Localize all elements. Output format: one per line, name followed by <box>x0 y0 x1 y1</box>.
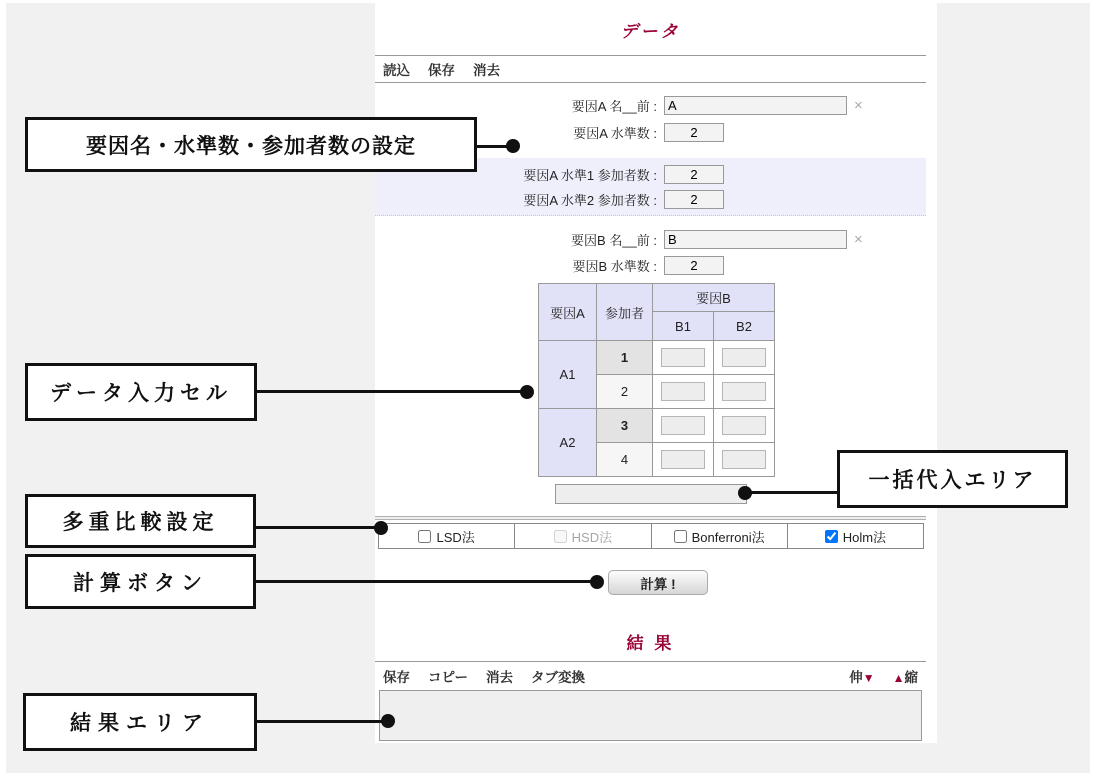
factor-b-name-row <box>375 229 863 249</box>
method-checkbox-3[interactable] <box>825 530 838 543</box>
method-checkbox-0[interactable] <box>418 530 431 543</box>
annotation-calc-button: 計算ボタン <box>25 554 256 609</box>
factor-a-name-input[interactable] <box>664 96 847 115</box>
result-menu-shrink[interactable] <box>893 666 918 686</box>
factor-a-clear-icon[interactable]: × <box>854 96 863 114</box>
factor-a-level2-participants-label: 要因A 水準2 参加者数 : <box>523 192 657 208</box>
factor-a-level2-participants-row <box>375 189 724 209</box>
table-cell <box>714 341 775 375</box>
comparison-method-row <box>378 523 924 549</box>
data-menubar <box>375 55 926 83</box>
factor-b-clear-icon[interactable]: × <box>854 230 863 248</box>
annotation-settings-dot <box>506 139 520 153</box>
annotation-data-cells-dot <box>520 385 534 399</box>
factor-a-level1-participants-label: 要因A 水準1 参加者数 : <box>523 167 657 183</box>
participant-number: 4 <box>597 443 653 477</box>
annotation-data-cells-line <box>255 390 529 393</box>
annotation-data-cells: データ入力セル <box>25 363 257 421</box>
data-cell-input[interactable] <box>722 416 766 435</box>
table-cell <box>653 341 714 375</box>
data-cell-input[interactable] <box>661 348 705 367</box>
result-menu-expand[interactable] <box>849 666 874 686</box>
table-header-b1: B1 <box>653 312 714 341</box>
table-header-factor-a: 要因A <box>539 284 597 341</box>
table-cell <box>653 375 714 409</box>
method-checkbox-1[interactable] <box>554 530 567 543</box>
result-section-title: 結 果 <box>626 634 675 653</box>
annotation-multi-comparison-line <box>254 526 382 529</box>
annotation-result-area-line <box>255 720 389 723</box>
calculate-button[interactable]: 計算 ! <box>608 570 708 595</box>
factor-b-name-label: 要因B 名__前 : <box>571 232 657 248</box>
participant-number: 2 <box>597 375 653 409</box>
menu-load[interactable]: 読込 <box>383 63 410 78</box>
result-menu-left <box>383 666 585 686</box>
table-cell <box>653 443 714 477</box>
method-label-holm: Holm法 <box>842 529 887 545</box>
result-output-textarea[interactable] <box>379 690 922 741</box>
table-cell <box>714 375 775 409</box>
table-cell <box>714 443 775 477</box>
annotation-settings: 要因名・水準数・参加者数の設定 <box>25 117 477 172</box>
factor-b-levels-row <box>375 255 724 275</box>
annotation-batch-input-dot <box>738 486 752 500</box>
data-section-title: データ <box>620 22 681 41</box>
table-cell <box>653 409 714 443</box>
method-cell-hsd[interactable] <box>515 524 651 548</box>
batch-assign-input[interactable] <box>555 484 747 504</box>
participant-number: 1 <box>597 341 653 375</box>
table-cell <box>714 409 775 443</box>
triangle-up-icon: ▲ <box>892 670 905 685</box>
data-cell-input[interactable] <box>722 382 766 401</box>
result-menu-save[interactable]: 保存 <box>383 669 410 685</box>
result-menubar <box>375 661 926 689</box>
factor-b-levels-input[interactable] <box>664 256 724 275</box>
data-input-table <box>538 283 775 477</box>
table-header-participant: 参加者 <box>597 284 653 341</box>
result-menu-clear[interactable]: 消去 <box>485 669 513 685</box>
data-cell-input[interactable] <box>722 450 766 469</box>
annotation-multi-comparison-dot <box>374 521 388 535</box>
table-header-b2: B2 <box>714 312 775 341</box>
section-divider <box>375 516 926 520</box>
annotation-result-area: 結果エリア <box>23 693 257 751</box>
factor-b-levels-label: 要因B 水準数 : <box>572 258 657 274</box>
method-cell-holm[interactable] <box>788 524 923 548</box>
participant-number: 3 <box>597 409 653 443</box>
method-cell-lsd[interactable] <box>379 524 515 548</box>
expand-label: 伸 <box>849 669 863 685</box>
method-cell-bonferroni[interactable] <box>652 524 788 548</box>
data-cell-input[interactable] <box>661 450 705 469</box>
method-label-lsd: LSD法 <box>436 529 475 545</box>
annotation-batch-input: 一括代入エリア <box>837 450 1068 508</box>
annotation-multi-comparison: 多重比較設定 <box>25 494 256 548</box>
factor-a-name-label: 要因A 名__前 : <box>571 98 657 114</box>
method-label-bonferroni: Bonferroni法 <box>691 529 765 545</box>
method-checkbox-2[interactable] <box>674 530 687 543</box>
result-menu-tab-convert[interactable]: タブ変換 <box>530 669 585 685</box>
factor-a-levels-label: 要因A 水準数 : <box>573 125 657 141</box>
result-menu-copy[interactable]: コピー <box>428 669 468 685</box>
factor-a-levels-input[interactable] <box>664 123 724 142</box>
app-content-column <box>375 3 937 743</box>
menu-save[interactable]: 保存 <box>428 63 455 78</box>
method-label-hsd: HSD法 <box>571 529 613 545</box>
annotation-batch-input-line <box>747 491 839 494</box>
factor-a-name-row <box>375 95 863 115</box>
annotation-calc-button-line <box>254 580 599 583</box>
table-row-label-a1: A1 <box>539 341 597 409</box>
factor-a-level2-participants-input[interactable] <box>664 190 724 209</box>
data-cell-input[interactable] <box>661 416 705 435</box>
annotation-calc-button-dot <box>590 575 604 589</box>
table-row-label-a2: A2 <box>539 409 597 477</box>
data-cell-input[interactable] <box>661 382 705 401</box>
triangle-down-icon: ▼ <box>862 670 875 685</box>
menu-clear[interactable]: 消去 <box>473 63 500 78</box>
data-cell-input[interactable] <box>722 348 766 367</box>
result-menu-right <box>849 666 918 686</box>
factor-b-name-input[interactable] <box>664 230 847 249</box>
shrink-label: 縮 <box>904 669 918 685</box>
table-header-factor-b: 要因B <box>653 284 775 312</box>
factor-a-level1-participants-input[interactable] <box>664 165 724 184</box>
annotation-result-area-dot <box>381 714 395 728</box>
